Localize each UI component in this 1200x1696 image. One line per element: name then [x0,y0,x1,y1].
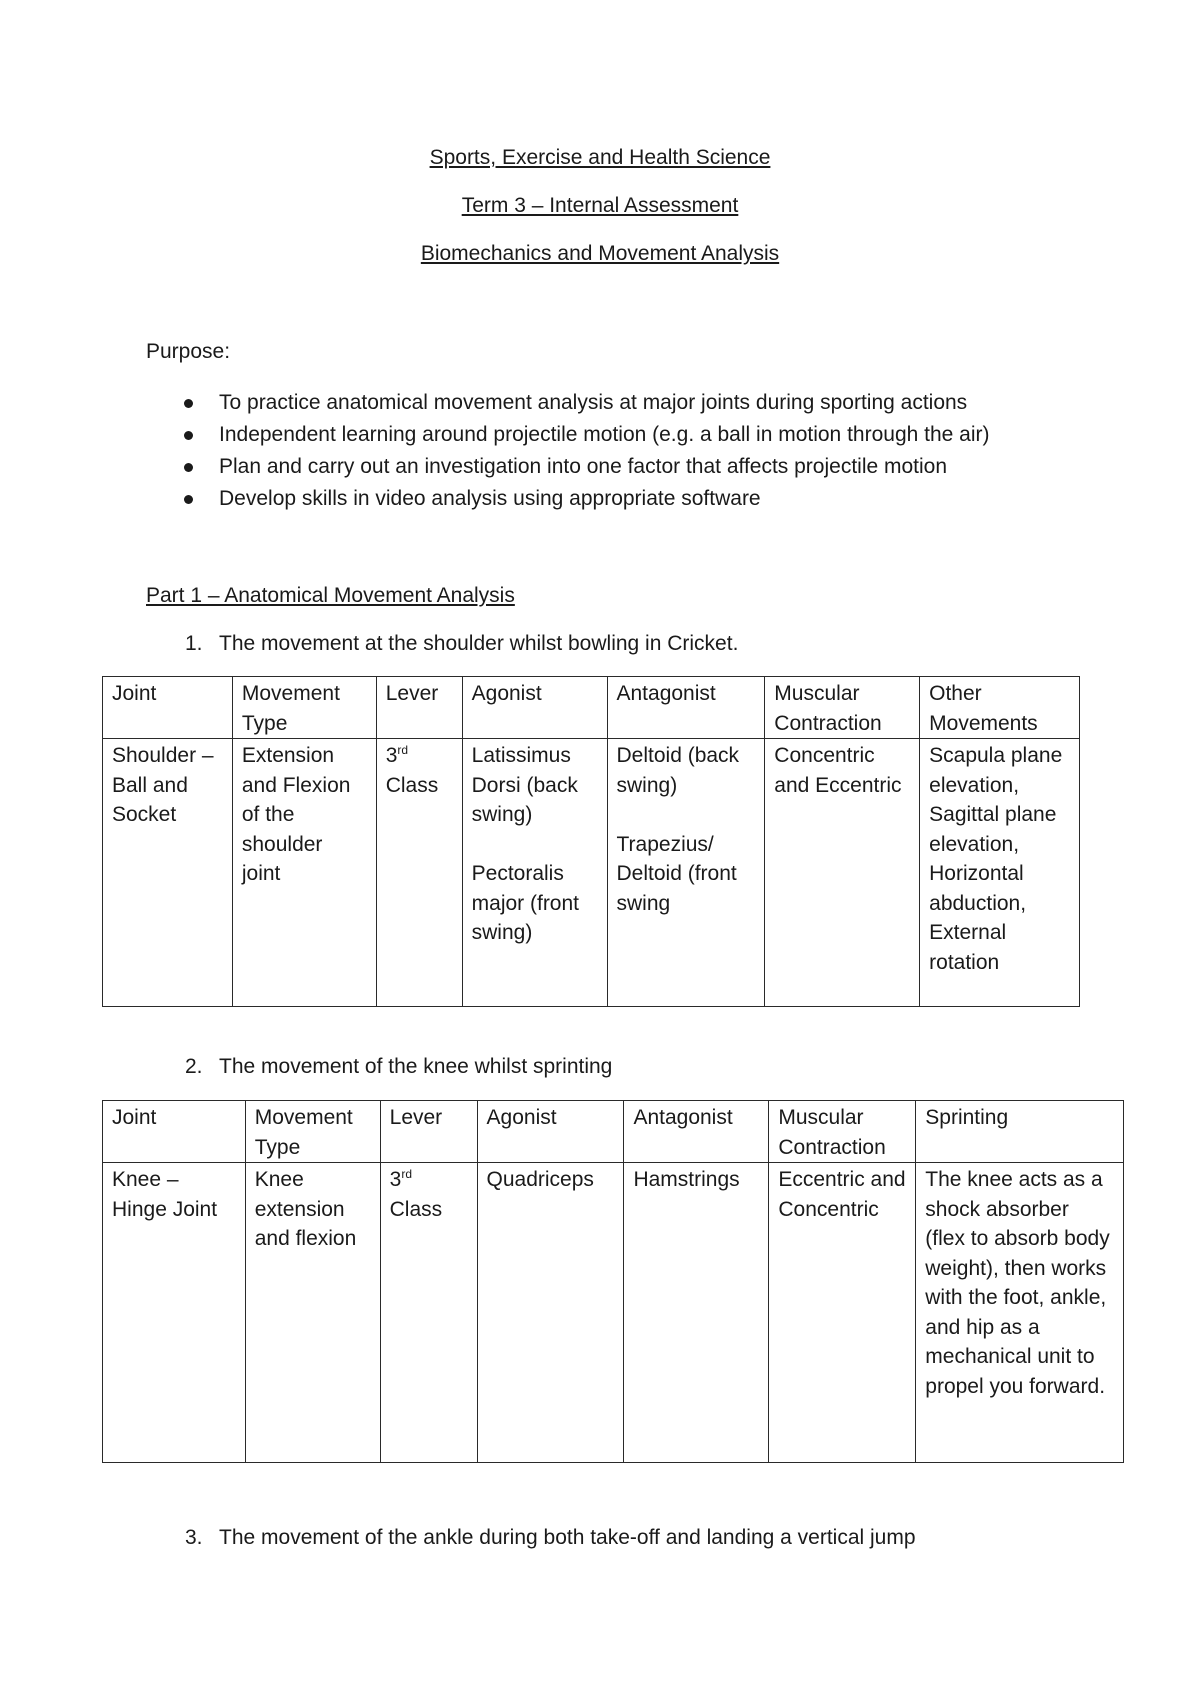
knee-table [102,1100,1124,1463]
question-number: 3. [185,1526,203,1549]
question-text: The movement at the shoulder whilst bowling in Cricket. [219,632,739,655]
question-text: The movement of the knee whilst sprinting [219,1055,613,1078]
bullet-icon [184,399,193,408]
list-item: Independent learning around projectile motion (e.g. a ball in motion through the air) [146,422,990,454]
question-number: 2. [185,1055,203,1078]
antagonist-front-swing: Trapezius/ Deltoid (front swing [616,832,737,915]
header-lever: Lever [376,677,462,739]
question-1 [146,632,738,656]
question-number: 1. [185,632,203,655]
cell-lever [380,1163,477,1463]
table-header-row [103,1101,1124,1163]
antagonist-back-swing: Deltoid (back swing) [616,744,740,797]
header-antagonist: Antagonist [607,677,765,739]
bullet-icon [184,463,193,472]
cell-agonist: Quadriceps [477,1163,624,1463]
lever-class: Class [389,1197,443,1221]
purpose-list [146,390,990,518]
term-title: Term 3 – Internal Assessment [461,194,739,217]
topic-title: Biomechanics and Movement Analysis [420,242,780,265]
course-title: Sports, Exercise and Health Science [429,146,771,169]
lever-class: Class [385,773,439,797]
cell-antagonist [607,739,765,1007]
list-item: Develop skills in video analysis using appropriate software [146,486,990,518]
lever-number: 3 [385,744,398,767]
cell-muscular-contraction: Eccentric and Concentric [769,1163,916,1463]
cell-movement-type: Extension and Flexion of the shoulder joint [232,739,376,1007]
cell-movement-type: Knee extension and flexion [245,1163,380,1463]
header-movement-type: Movement Type [232,677,376,739]
cell-lever [376,739,462,1007]
agonist-back-swing: Latissimus Dorsi (back swing) [471,744,578,826]
table-row [103,1163,1124,1463]
list-item: To practice anatomical movement analysis at major joints during sporting actions [146,390,990,422]
header-muscular-contraction: Muscular Contraction [769,1101,916,1163]
lever-ordinal: rd [397,743,409,757]
part1-heading: Part 1 – Anatomical Movement Analysis [146,584,515,607]
header-antagonist: Antagonist [624,1101,769,1163]
question-text: The movement of the ankle during both take-off and landing a vertical jump [219,1526,916,1549]
header-agonist: Agonist [477,1101,624,1163]
header-other-movements: Other Movements [920,677,1080,739]
bullet-icon [184,495,193,504]
header-joint: Joint [103,1101,246,1163]
cell-sprinting: The knee acts as a shock absorber (flex to absorb body weight), then works with the foot, ankle, and hip as a mechanical unit to propel you forward. [916,1163,1124,1463]
list-item: Plan and carry out an investigation into one factor that affects projectile motion [146,454,990,486]
header-sprinting: Sprinting [916,1101,1124,1163]
lever-ordinal: rd [401,1167,412,1181]
cell-antagonist: Hamstrings [624,1163,769,1463]
question-3 [146,1526,916,1550]
title-block [0,145,1200,289]
header-movement-type: Movement Type [245,1101,380,1163]
header-joint: Joint [103,677,233,739]
cell-other-movements: Scapula plane elevation, Sagittal plane elevation, Horizontal abduction, External rotation [920,739,1080,1007]
purpose-label: Purpose: [146,340,231,363]
header-muscular-contraction: Muscular Contraction [765,677,920,739]
table-header-row [103,677,1080,739]
shoulder-table [102,676,1080,1007]
bullet-icon [184,431,193,440]
header-lever: Lever [380,1101,477,1163]
agonist-front-swing: Pectoralis major (front swing) [471,862,579,944]
cell-joint: Knee – Hinge Joint [103,1163,246,1463]
question-2 [146,1055,612,1079]
lever-number: 3 [389,1168,402,1191]
cell-muscular-contraction: Concentric and Eccentric [765,739,920,1007]
cell-agonist [462,739,607,1007]
header-agonist: Agonist [462,677,607,739]
table-row [103,739,1080,1007]
cell-joint: Shoulder – Ball and Socket [103,739,233,1007]
